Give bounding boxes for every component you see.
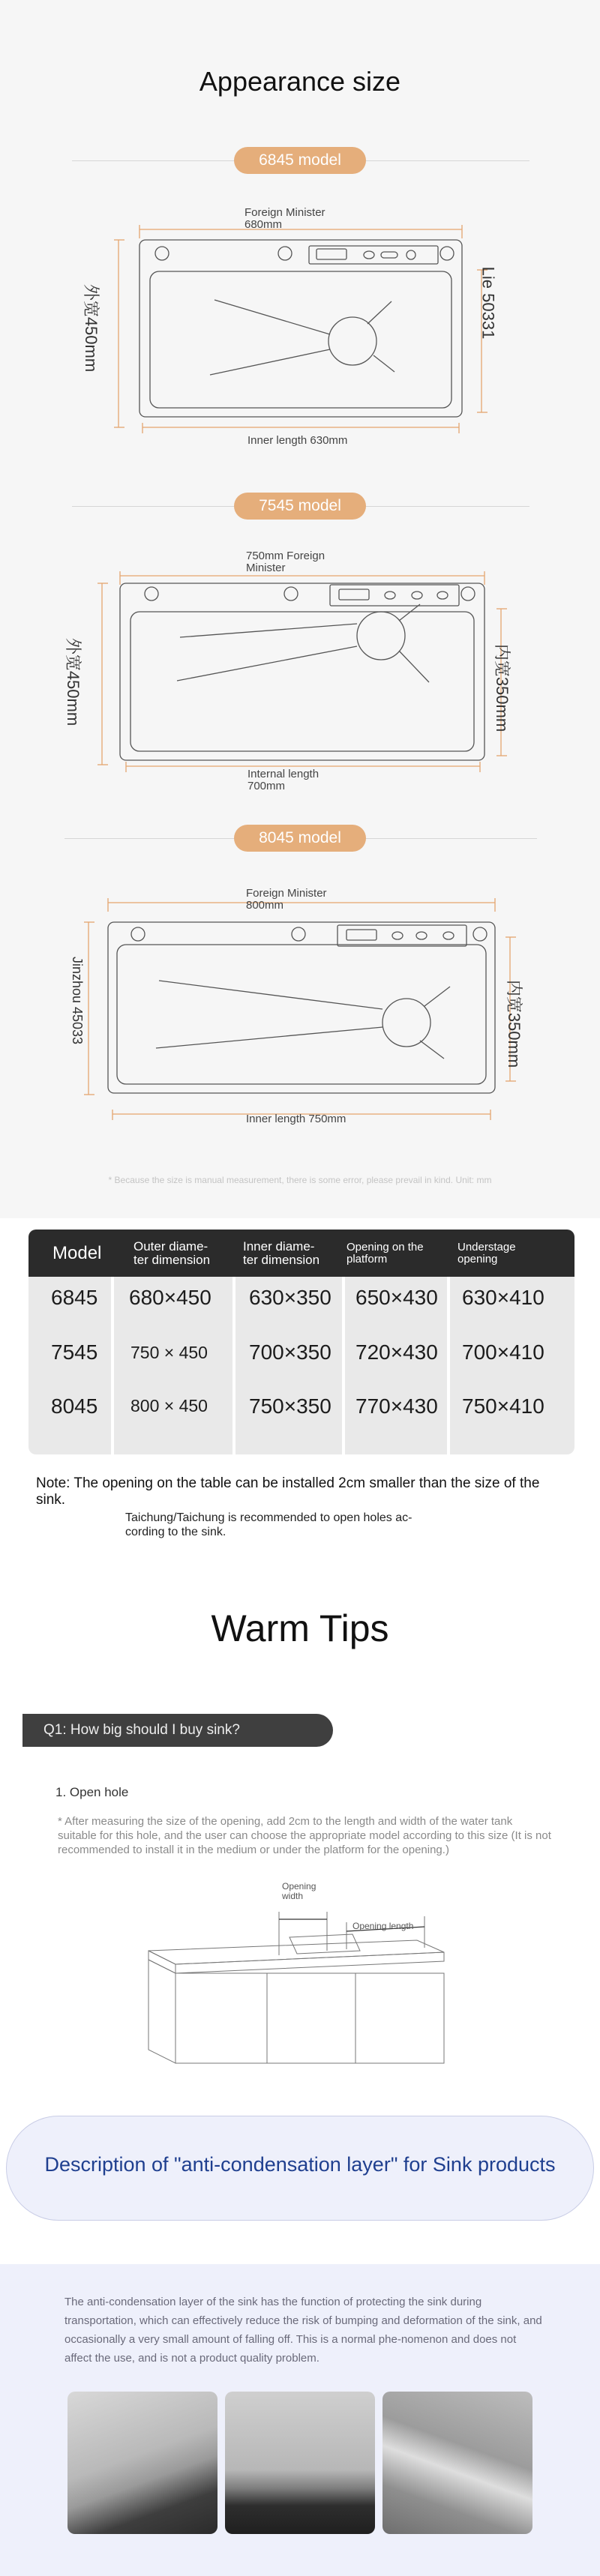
- table-cell: 650×430: [356, 1286, 438, 1309]
- top-dimension-label: Foreign Minister 680mm: [244, 206, 326, 231]
- measurement-disclaimer: * Because the size is manual measurement, there is some error, please prevail in kind. Unit: mm: [108, 1175, 492, 1185]
- size-table: [28, 1230, 574, 1454]
- opening-note: Note: The opening on the table can be installed 2cm smaller than the size of the sink.: [36, 1475, 540, 1508]
- table-cell: 720×430: [356, 1340, 438, 1364]
- inner-length-label: Inner length 630mm: [248, 434, 348, 447]
- table-cell: 7545: [51, 1340, 98, 1364]
- table-cell: 680×450: [129, 1286, 212, 1309]
- model-pill-7545: 7545 model: [234, 493, 366, 520]
- question-banner: Q1: How big should I buy sink?: [22, 1714, 333, 1747]
- inner-width-label: 内宽350mm: [505, 979, 524, 1068]
- sink-photo-1: [68, 2392, 218, 2534]
- table-cell: 800 × 450: [130, 1396, 208, 1415]
- column-divider: [447, 1277, 450, 1454]
- header-model: Model: [52, 1242, 102, 1263]
- table-cell: 8045: [51, 1394, 98, 1418]
- table-cell: 750 × 450: [130, 1343, 208, 1362]
- sink-photo-2: [225, 2392, 375, 2534]
- inner-length-label: Inner length 750mm: [246, 1113, 346, 1125]
- sink-photo-3: [382, 2392, 532, 2534]
- warm-tips-title: Warm Tips: [211, 1607, 389, 1649]
- column-divider: [111, 1277, 114, 1454]
- table-cell: 750×350: [249, 1394, 332, 1418]
- open-hole-description: * After measuring the size of the opening, add 2cm to the length and width of the water tank suitable for this hole, and the user can choose the appropriate model according to this size (It is not recommended to install it in the medium or under the platform for the opening.): [58, 1815, 551, 1856]
- table-cell: 630×410: [462, 1286, 544, 1309]
- page-title: Appearance size: [199, 66, 401, 97]
- header-outer-dimension: Outer diame- ter dimension: [134, 1239, 211, 1267]
- opening-width-label: Opening width: [282, 1881, 316, 1901]
- column-divider: [342, 1277, 345, 1454]
- outer-width-label: Jinzhou 45033: [70, 956, 86, 1045]
- table-cell: 6845: [51, 1286, 98, 1309]
- table-cell: 750×410: [462, 1394, 544, 1418]
- table-cell: 770×430: [356, 1394, 438, 1418]
- anti-condensation-title: Description of "anti-condensation layer" for Sink products: [44, 2153, 556, 2176]
- column-divider: [232, 1277, 236, 1454]
- inner-length-label: Internal length 700mm: [248, 768, 320, 792]
- header-inner-dimension: Inner diame- ter dimension: [243, 1239, 320, 1267]
- header-platform-opening: Opening on the platform: [346, 1240, 424, 1266]
- table-cell: 630×350: [249, 1286, 332, 1309]
- anti-condensation-text: The anti-condensation layer of the sink has the function of protecting the sink during transportation, which can effectively reduce the risk of bumping and deformation of the sink, and occasionally a very small amount of falling off. This is a normal phe-nomenon and does not affect the use, and is not a product quality problem.: [64, 2296, 542, 2365]
- top-dimension-label: Foreign Minister 800mm: [246, 887, 327, 912]
- outer-width-label: 外宽450mm: [82, 283, 101, 373]
- table-cell: 700×350: [249, 1340, 332, 1364]
- outer-width-label: 外宽450mm: [64, 637, 83, 726]
- opening-recommendation: Taichung/Taichung is recommended to open holes ac- cording to the sink.: [125, 1511, 412, 1538]
- open-hole-title: 1. Open hole: [56, 1785, 129, 1799]
- opening-length-label: Opening length: [352, 1921, 414, 1931]
- model-pill-8045: 8045 model: [234, 825, 366, 852]
- table-cell: 700×410: [462, 1340, 544, 1364]
- top-dimension-label: 750mm Foreign Minister: [246, 550, 326, 574]
- inner-width-label: 内宽350mm: [493, 643, 512, 732]
- inner-width-label: Lie 50331: [478, 266, 498, 340]
- header-understage-opening: Understage opening: [458, 1240, 516, 1266]
- model-pill-6845: 6845 model: [234, 147, 366, 174]
